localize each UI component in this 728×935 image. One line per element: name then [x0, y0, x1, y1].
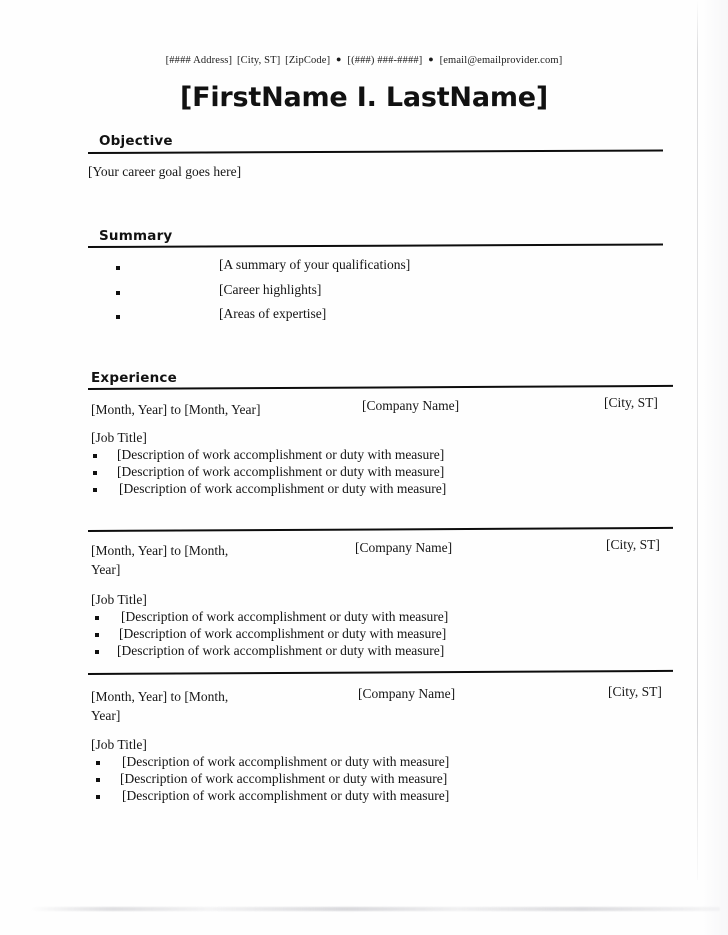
list-item [108, 257, 668, 282]
experience-job-title: [Job Title] [91, 737, 147, 752]
square-bullet-icon [96, 795, 100, 799]
square-bullet-icon [95, 633, 99, 637]
bullet-separator-icon: ● [428, 54, 434, 64]
section-heading-experience: Experience [91, 370, 177, 386]
bullet-separator-icon: ● [336, 54, 342, 64]
experience-duty-text: [Description of work accomplishment or duty with measure] [120, 771, 448, 786]
contact-email: [email@emailprovider.com] [439, 55, 563, 66]
section-rule-summary [88, 243, 663, 248]
experience-duty-text: [Description of work accomplishment or duty with measure] [119, 626, 447, 641]
square-bullet-icon [96, 778, 100, 782]
experience-duty-text: [Description of work accomplishment or duty with measure] [122, 788, 450, 803]
experience-dates: [Month, Year] to [Month, Year] [91, 402, 261, 417]
square-bullet-icon [93, 488, 97, 492]
experience-job-title: [Job Title] [91, 592, 147, 607]
page-title: [FirstName I. LastName] [179, 82, 549, 113]
list-item [108, 306, 668, 331]
square-bullet-icon [93, 471, 97, 475]
experience-location: [City, ST] [604, 395, 658, 410]
experience-company: [Company Name] [355, 540, 453, 555]
contact-phone: [(###) ###-####] [347, 55, 423, 66]
list-item [108, 282, 668, 307]
experience-dates: [Month, Year] to [Month, Year] [91, 689, 229, 723]
scan-right-edge-fade [702, 0, 728, 935]
scan-vertical-line-artifact [697, 0, 698, 880]
experience-duty-text: [Description of work accomplishment or duty with measure] [117, 643, 445, 658]
experience-duty-text: [Description of work accomplishment or duty with measure] [119, 481, 447, 496]
experience-company: [Company Name] [362, 398, 460, 413]
experience-duty-text: [Description of work accomplishment or duty with measure] [117, 447, 445, 462]
section-heading-summary: Summary [99, 228, 173, 244]
summary-bullet-text: [Areas of expertise] [219, 306, 327, 321]
experience-company: [Company Name] [358, 686, 456, 701]
contact-city-state: [City, ST] [236, 55, 281, 66]
contact-zipcode: [ZipCode] [285, 55, 331, 66]
experience-job-title: [Job Title] [91, 430, 147, 445]
square-bullet-icon [95, 650, 99, 654]
objective-body: [Your career goal goes here] [88, 164, 242, 179]
square-bullet-icon [93, 454, 97, 458]
experience-duty-text: [Description of work accomplishment or duty with measure] [122, 754, 450, 769]
summary-bullet-text: [Career highlights] [219, 282, 322, 297]
square-bullet-icon [95, 616, 99, 620]
square-bullet-icon [96, 761, 100, 765]
section-heading-objective: Objective [99, 133, 173, 149]
summary-bullet-text: [A summary of your qualifications] [219, 257, 411, 272]
experience-location: [City, ST] [608, 684, 662, 699]
experience-dates: [Month, Year] to [Month, Year] [91, 543, 229, 577]
experience-entry-divider [88, 527, 673, 532]
square-bullet-icon [116, 291, 120, 295]
square-bullet-icon [116, 266, 120, 270]
experience-location: [City, ST] [606, 537, 660, 552]
contact-address: [#### Address] [165, 55, 233, 66]
experience-duty-text: [Description of work accomplishment or duty with measure] [121, 609, 449, 624]
experience-duty-text: [Description of work accomplishment or duty with measure] [117, 464, 445, 479]
square-bullet-icon [116, 315, 120, 319]
contact-line [0, 54, 728, 66]
section-rule-objective [88, 149, 663, 154]
scan-bottom-shadow-artifact [30, 907, 720, 911]
experience-entry-divider [88, 670, 673, 675]
